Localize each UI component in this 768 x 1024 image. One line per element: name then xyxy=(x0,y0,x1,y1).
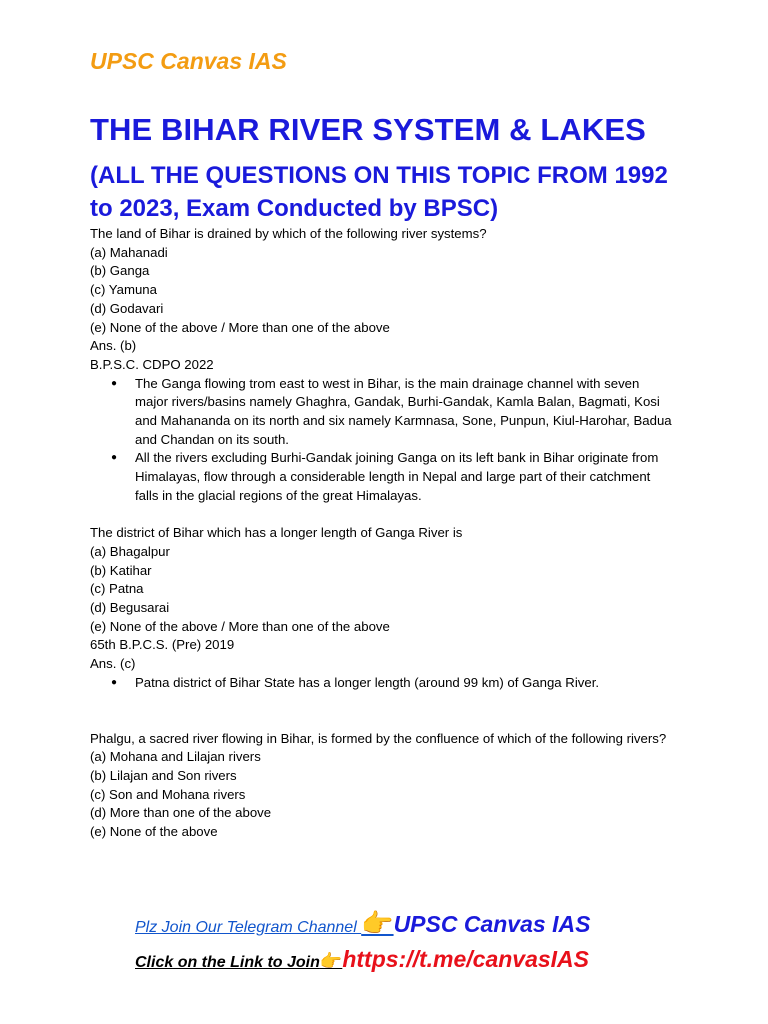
option: (a) Mohana and Lilajan rivers xyxy=(90,749,261,765)
exam-source: 65th B.P.C.S. (Pre) 2019 xyxy=(90,637,235,653)
telegram-channel-link[interactable]: Plz Join Our Telegram Channel xyxy=(135,919,362,936)
explanation-item: ● Patna district of Bihar State has a longer length (around 99 km) of Ganga River. xyxy=(135,674,675,693)
question-text: Phalgu, a sacred river flowing in Bihar, is formed by the confluence of which of the following rivers? xyxy=(90,730,667,746)
telegram-promo xyxy=(135,906,590,945)
explanation-item: ● The Ganga flowing trom east to west in Bihar, is the main drainage channel with seven major rivers/basins namely Ghaghra, Gandak, Burhi-Gandak, Kamla Balan, Bagmati, Kosi and Mahananda on its north and six namely Karmnasa, Sone, Punpun, Kiul-Harohar, Badua and Chandan on its south. xyxy=(135,375,675,450)
page-subtitle: (ALL THE QUESTIONS ON THIS TOPIC FROM 1992 to 2023, Exam Conducted by BPSC) xyxy=(90,162,668,222)
question-1 xyxy=(90,225,680,842)
option: (e) None of the above / More than one of the above xyxy=(90,618,390,634)
option: (e) None of the above xyxy=(90,824,218,840)
option: (c) Son and Mohana rivers xyxy=(90,786,246,802)
question-text: The land of Bihar is drained by which of the following river systems? xyxy=(90,226,487,241)
pointing-hand-icon: 👉 xyxy=(319,951,343,971)
page-title: THE BIHAR RIVER SYSTEM & LAKES xyxy=(90,112,646,147)
option: (b) Katihar xyxy=(90,562,152,578)
option: (a) Mahanadi xyxy=(90,244,168,260)
question-2 xyxy=(90,524,680,692)
telegram-url-link[interactable]: https://t.me/canvasIAS xyxy=(342,946,590,972)
click-to-join-text: Click on the Link to Join xyxy=(135,954,320,971)
option: (c) Patna xyxy=(90,581,144,597)
explanation-list xyxy=(90,375,680,506)
explanation-item: ● All the rivers excluding Burhi-Gandak joining Ganga on its left bank in Bihar originate from Himalayas, flow through a considerable length in Nepal and large part of their catchment falls in the glacial regions of the great Himalayas. xyxy=(135,449,675,505)
answer: Ans. (c) xyxy=(90,656,136,672)
option: (a) Bhagalpur xyxy=(90,543,170,559)
pointing-hand-icon: 👉 xyxy=(361,908,394,938)
option: (b) Ganga xyxy=(90,263,150,279)
join-link-promo xyxy=(135,942,589,980)
option: (d) Godavari xyxy=(90,300,164,316)
answer: Ans. (b) xyxy=(90,338,137,354)
exam-source: B.P.S.C. CDPO 2022 xyxy=(90,356,214,372)
option: (c) Yamuna xyxy=(90,282,157,298)
brand-name: UPSC Canvas IAS xyxy=(90,48,287,74)
option: (d) More than one of the above xyxy=(90,805,272,821)
telegram-brand-name: UPSC Canvas IAS xyxy=(393,911,591,937)
option: (d) Begusarai xyxy=(90,600,170,616)
option: (b) Lilajan and Son rivers xyxy=(90,767,237,783)
option: (e) None of the above / More than one of the above xyxy=(90,319,390,335)
explanation-list xyxy=(90,674,680,693)
question-text: The district of Bihar which has a longer length of Ganga River is xyxy=(90,525,463,541)
question-3 xyxy=(90,730,680,842)
